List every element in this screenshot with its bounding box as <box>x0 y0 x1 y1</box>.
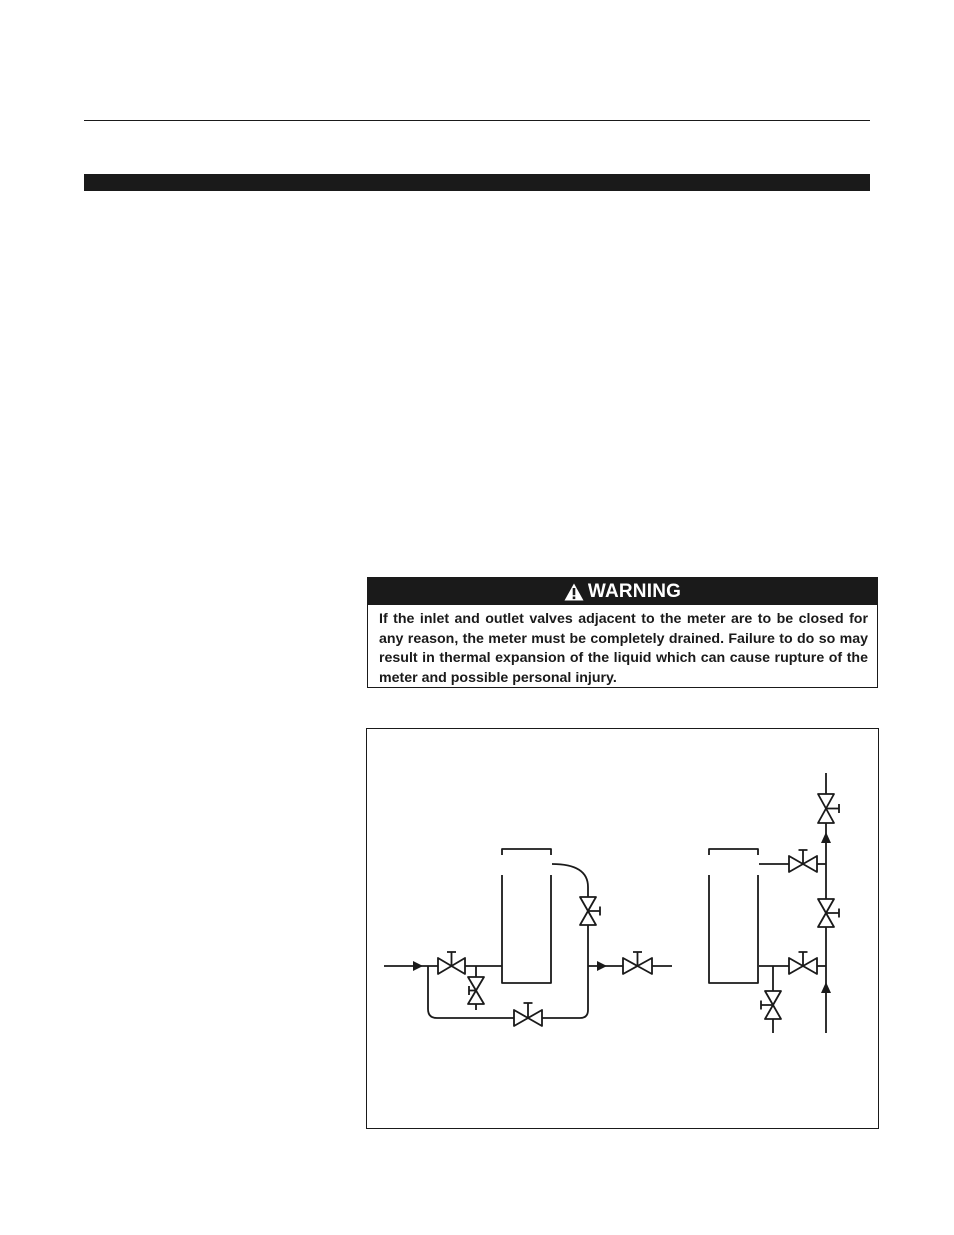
valve-icon <box>468 977 484 1004</box>
meter-body-left <box>502 849 551 983</box>
warning-box <box>367 577 878 688</box>
valve-icon <box>514 1003 542 1026</box>
warning-text: If the inlet and outlet valves adjacent to the meter are to be closed for any reason, the meter must be completely drained. Failure to do so may result in thermal expansion of the liquid which can cause rupture of the meter and possible personal injury. <box>379 611 868 686</box>
piping-diagram <box>366 728 879 1129</box>
meter-outlet-pipe <box>552 864 588 897</box>
warning-title: WARNING <box>587 580 682 602</box>
bypass-pipe-right <box>542 925 588 1018</box>
valve-icon <box>438 952 465 974</box>
valve-icon <box>789 952 817 974</box>
valve-icon <box>580 897 600 925</box>
flow-arrow-icon <box>821 982 831 993</box>
valve-icon <box>818 899 839 927</box>
meter-body-right <box>709 849 758 983</box>
flow-arrow-icon <box>821 832 831 843</box>
warning-header <box>368 578 877 605</box>
header-rule <box>84 120 870 121</box>
section-heading-bar <box>84 174 870 191</box>
warning-triangle-icon <box>564 583 584 601</box>
valve-icon <box>789 850 817 872</box>
piping-diagram-drawing <box>367 729 880 1130</box>
valve-icon <box>623 952 652 974</box>
valve-icon <box>761 991 781 1019</box>
flow-arrow-icon <box>597 961 607 971</box>
flow-arrow-icon <box>413 961 423 971</box>
valve-icon <box>818 794 839 823</box>
